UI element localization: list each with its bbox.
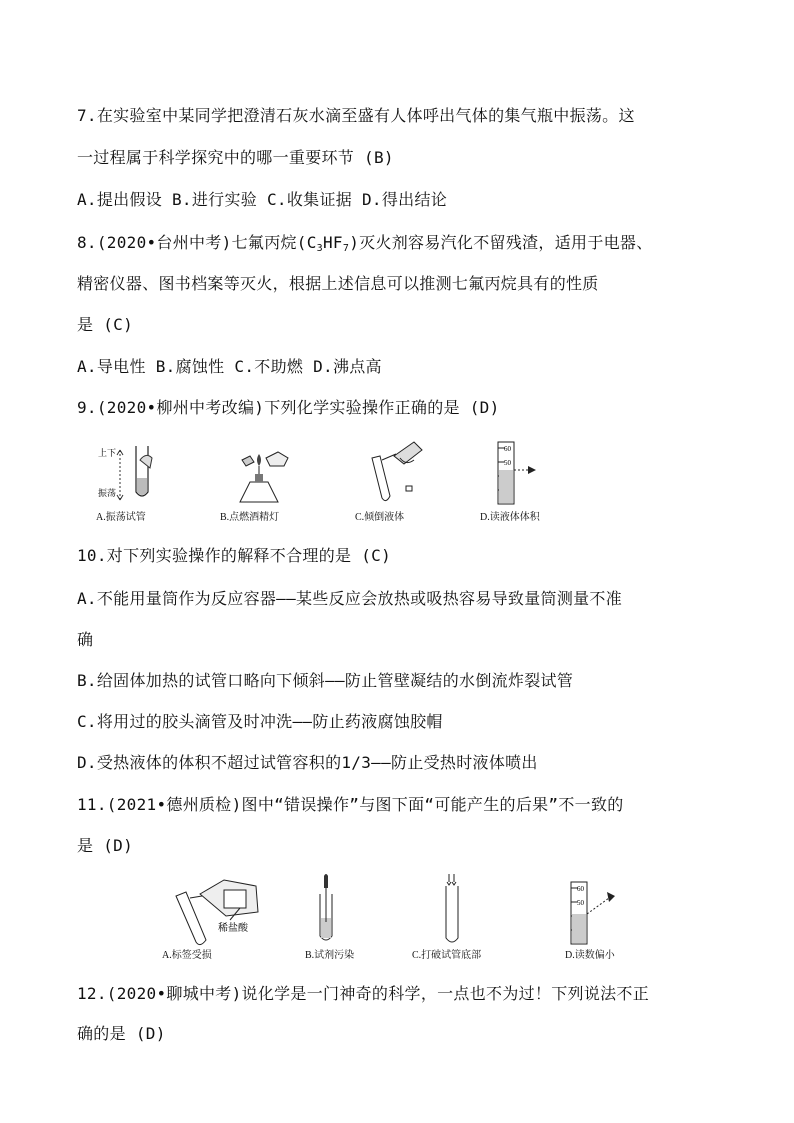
eye-icon bbox=[607, 892, 615, 902]
q9-tick-60: 60 bbox=[504, 445, 511, 453]
q9-figure-b-alcohol-lamp bbox=[226, 440, 296, 510]
q10-option-d: D.受热液体的体积不超过试管容积的1/3——防止受热时液体喷出 bbox=[77, 753, 538, 772]
q10-stem: 10.对下列实验操作的解释不合理的是 (C) bbox=[77, 546, 392, 565]
q11-figure-a-label-damage bbox=[160, 876, 270, 948]
q12-stem-line2: 确的是 (D) bbox=[77, 1024, 166, 1043]
q11-figure-b-reagent-contamination bbox=[310, 874, 350, 946]
q9-stem: 9.(2020•柳州中考改编)下列化学实验操作正确的是 (D) bbox=[77, 398, 500, 417]
q11-caption-d: D.读数偏小 bbox=[565, 950, 615, 961]
q8-options: A.导电性 B.腐蚀性 C.不助燃 D.沸点高 bbox=[77, 357, 382, 376]
q11-tick-60: 60 bbox=[577, 885, 584, 893]
q11-caption-c: C.打破试管底部 bbox=[412, 950, 482, 961]
q11-tick-50: 50 bbox=[577, 899, 584, 907]
q9-figure-a-shake-tube bbox=[96, 440, 166, 510]
q10-option-a-line2: 确 bbox=[77, 630, 94, 649]
q11-figure-c-break-tube-bottom bbox=[440, 872, 470, 946]
shake-label-bottom: 振荡 bbox=[98, 488, 117, 498]
q9-tick-50: 50 bbox=[504, 459, 511, 467]
q11-caption-b: B.试剂污染 bbox=[305, 950, 355, 961]
q7-stem-line2: 一过程属于科学探究中的哪一重要环节 (B) bbox=[77, 148, 394, 167]
q11-bottle-label: 稀盐酸 bbox=[218, 923, 248, 934]
q9-caption-b: B.点燃酒精灯 bbox=[220, 512, 280, 523]
shake-label-top: 上下 bbox=[98, 448, 117, 458]
q8-stem-line3: 是 (C) bbox=[77, 315, 134, 334]
q7-stem-line1: 7.在实验室中某同学把澄清石灰水滴至盛有人体呼出气体的集气瓶中振荡。这 bbox=[77, 106, 635, 125]
q9-caption-d: D.读液体体积 bbox=[480, 512, 540, 523]
q8-stem-line2: 精密仪器、图书档案等灭火，根据上述信息可以推测七氟丙烷具有的性质 bbox=[77, 274, 599, 293]
q9-caption-c: C.倾倒液体 bbox=[355, 512, 405, 523]
q10-option-b: B.给固体加热的试管口略向下倾斜——防止管壁凝结的水倒流炸裂试管 bbox=[77, 671, 574, 690]
q7-options: A.提出假设 B.进行实验 C.收集证据 D.得出结论 bbox=[77, 190, 448, 209]
q9-caption-a: A.振荡试管 bbox=[96, 512, 146, 523]
q9-figure-d-read-volume bbox=[486, 440, 546, 508]
eye-icon bbox=[528, 466, 536, 474]
q11-figure-d-read-low bbox=[563, 880, 623, 948]
q10-option-a-line1: A.不能用量筒作为反应容器——某些反应会放热或吸热容易导致量筒测量不准 bbox=[77, 589, 623, 608]
q9-figure-c-pour-liquid bbox=[352, 436, 432, 506]
q8-stem-line1: 8.(2020•台州中考)七氟丙烷$(C_3HF_7)$灭火剂容易汽化不留残渣，适用于电器、 bbox=[77, 233, 653, 254]
q11-stem-line2: 是 (D) bbox=[77, 836, 134, 855]
q12-stem-line1: 12.(2020•聊城中考)说化学是一门神奇的科学，一点也不为过！下列说法不正 bbox=[77, 984, 650, 1003]
q11-stem-line1: 11.(2021•德州质检)图中“错误操作”与图下面“可能产生的后果”不一致的 bbox=[77, 795, 624, 814]
q10-option-c: C.将用过的胶头滴管及时冲洗——防止药液腐蚀胶帽 bbox=[77, 712, 443, 731]
q11-caption-a: A.标签受损 bbox=[162, 950, 212, 961]
